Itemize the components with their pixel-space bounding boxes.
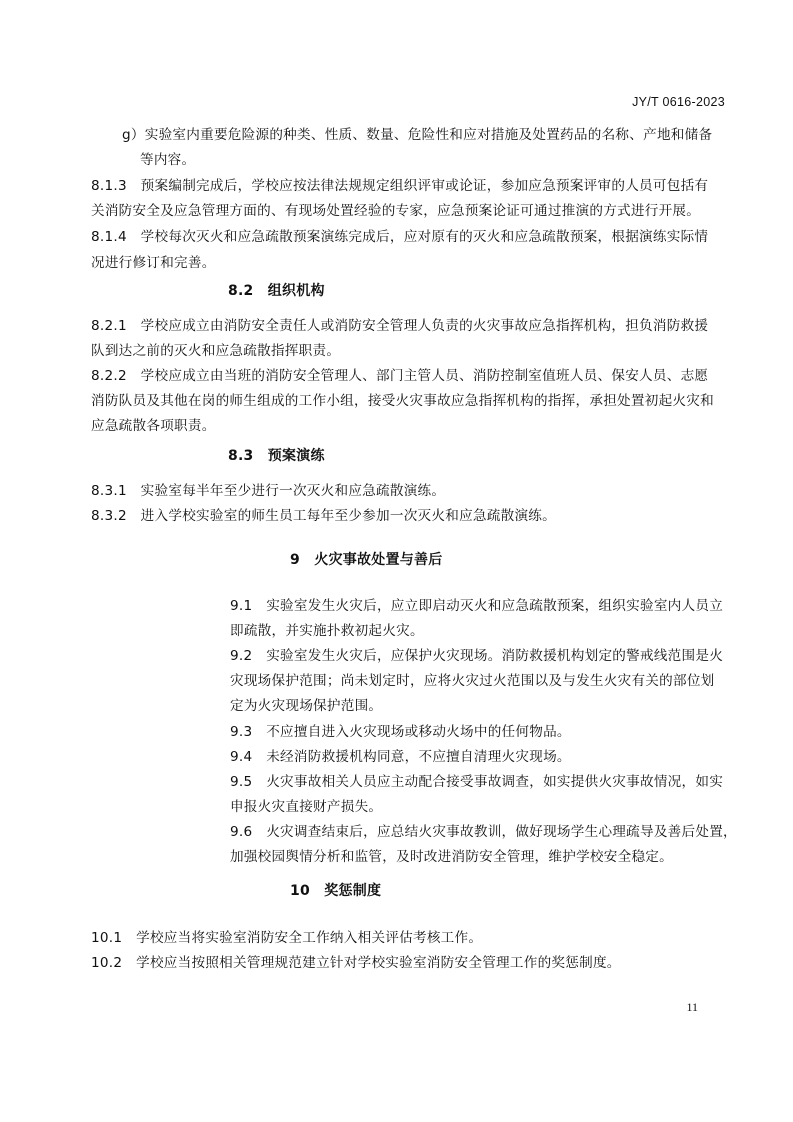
clause-9-2-line-1: 9.2 实验室发生火灾后，应保护火灾现场。消防救援机构划定的警戒线范围是火 [230, 648, 724, 664]
clause-9-4: 9.4 未经消防救援机构同意，不应擅自清理火灾现场。 [230, 749, 571, 765]
clause-9-5-line-1: 9.5 火灾事故相关人员应主动配合接受事故调查，如实提供火灾事故情况，如实 [230, 774, 724, 790]
section-heading-8-2: 8.2 组织机构 [228, 283, 325, 299]
clause-8-1-4-line-1: 8.1.4 学校每次灭火和应急疏散预案演练完成后，应对原有的灭火和应急疏散预案，根据演练实际情 [91, 229, 709, 245]
clause-8-2-1-line-1: 8.2.1 学校应成立由消防安全责任人或消防安全管理人负责的火灾事故应急指挥机构，担负消防救援 [91, 318, 709, 334]
clause-9-6-line-1: 9.6 火灾调查结束后，应总结火灾事故教训，做好现场学生心理疏导及善后处置， [230, 824, 737, 840]
clause-10-1: 10.1 学校应当将实验室消防安全工作纳入相关评估考核工作。 [91, 930, 483, 946]
clause-8-1-3-line-2: 关消防安全及应急管理方面的、有现场处置经验的专家，应急预案论证可通过推演的方式进行开展。 [91, 203, 701, 219]
clause-8-1-4-line-2: 况进行修订和完善。 [91, 255, 216, 271]
clause-8-3-1: 8.3.1 实验室每半年至少进行一次灭火和应急疏散演练。 [91, 483, 446, 499]
item-g-line-1: g）实验室内重要危险源的种类、性质、数量、危险性和应对措施及处置药品的名称、产地和储备 [122, 127, 713, 143]
page-number: 11 [686, 1000, 698, 1014]
clause-8-3-2: 8.3.2 进入学校实验室的师生员工每年至少参加一次灭火和应急疏散演练。 [91, 508, 556, 524]
chapter-heading-10: 10 奖惩制度 [290, 883, 382, 899]
clause-9-2-line-3: 定为火灾现场保护范围。 [230, 698, 383, 714]
clause-9-1-line-2: 即疏散，并实施扑救初起火灾。 [230, 623, 424, 639]
clause-9-2-line-2: 灾现场保护范围；尚未划定时，应将火灾过火范围以及与发生火灾有关的部位划 [230, 673, 715, 689]
item-g-line-2: 等内容。 [140, 152, 196, 168]
clause-8-2-2-line-3: 应急疏散各项职责。 [91, 418, 216, 434]
clause-8-1-3-line-1: 8.1.3 预案编制完成后，学校应按法律法规规定组织评审或论证，参加应急预案评审的人员可包括有 [91, 178, 709, 194]
clause-9-6-line-2: 加强校园舆情分析和监管，及时改进消防安全管理，维护学校安全稳定。 [230, 849, 673, 865]
clause-10-2: 10.2 学校应当按照相关管理规范建立针对学校实验室消防安全管理工作的奖惩制度。 [91, 955, 621, 971]
chapter-heading-9: 9 火灾事故处置与善后 [290, 552, 443, 568]
clause-9-1-line-1: 9.1 实验室发生火灾后，应立即启动灭火和应急疏散预案，组织实验室内人员立 [230, 598, 724, 614]
clause-9-3: 9.3 不应擅自进入火灾现场或移动火场中的任何物品。 [230, 724, 571, 740]
section-heading-8-3: 8.3 预案演练 [228, 448, 325, 464]
clause-8-2-1-line-2: 队到达之前的灭火和应急疏散指挥职责。 [91, 343, 341, 359]
clause-9-5-line-2: 申报火灾直接财产损失。 [230, 799, 383, 815]
standard-code: JY/T 0616-2023 [632, 95, 725, 109]
clause-8-2-2-line-1: 8.2.2 学校应成立由当班的消防安全管理人、部门主管人员、消防控制室值班人员、保安人员、志愿 [91, 368, 709, 384]
clause-8-2-2-line-2: 消防队员及其他在岗的师生组成的工作小组，接受火灾事故应急指挥机构的指挥，承担处置初起火灾和 [91, 393, 714, 409]
